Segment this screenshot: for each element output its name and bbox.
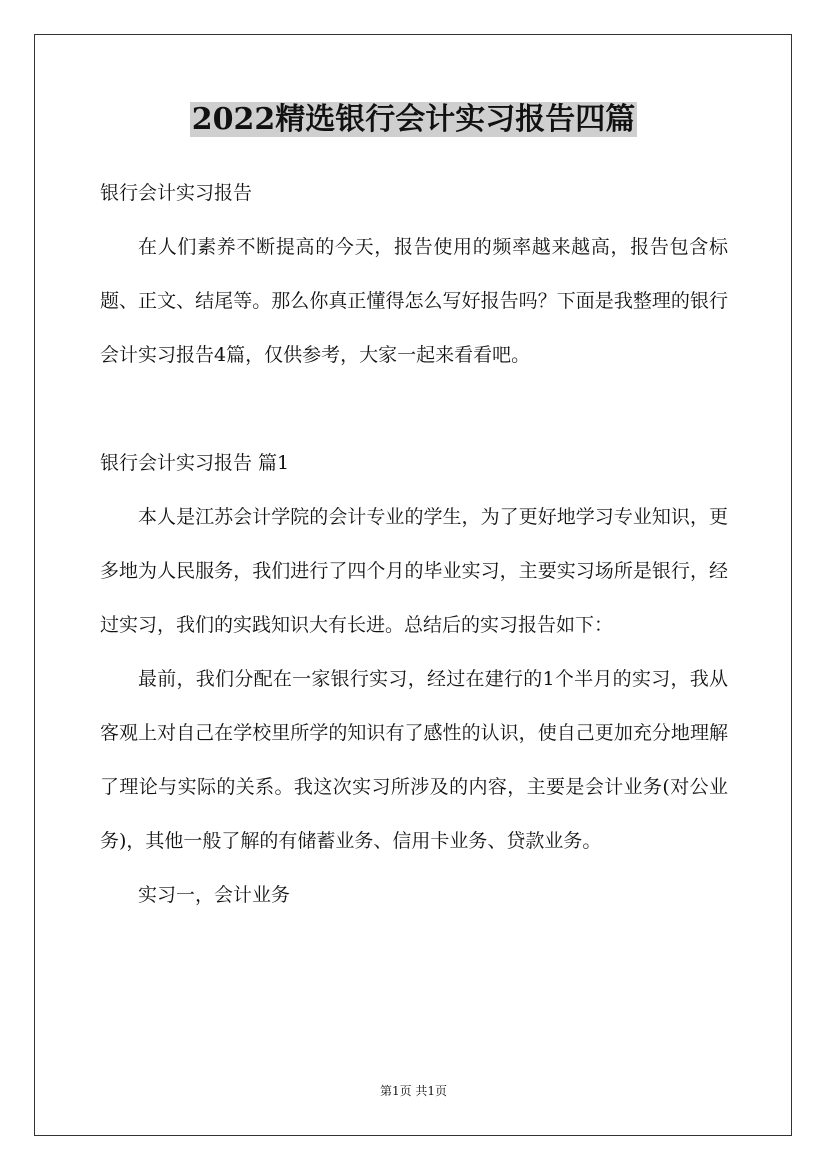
intro-heading: 银行会计实习报告 [100,182,253,204]
page-footer: 第1页 共1页 [379,1084,448,1098]
section1-paragraph-1: 本人是江苏会计学院的会计专业的学生，为了更好地学习专业知识，更多地为人民服务，我们进行了四个月的毕业实习，主要实习场所是银行，经过实习，我们的实践知识大有长进。总结后的实习报告如下： [100,506,728,636]
document-title [0,98,827,142]
section1-subheading: 实习一，会计业务 [138,884,291,906]
section1-heading: 银行会计实习报告 篇1 [100,452,290,474]
document-body [100,166,728,922]
section1-paragraph-2: 最前，我们分配在一家银行实习，经过在建行的1个半月的实习，我从客观上对自己在学校里所学的知识有了感性的认识，使自己更加充分地理解了理论与实际的关系。我这次实习所涉及的内容，主要是会计业务(对公业务)，其他一般了解的有储蓄业务、信用卡业务、贷款业务。 [100,668,728,852]
document-title-text: 2022精选银行会计实习报告四篇 [191,102,636,137]
intro-paragraph: 在人们素养不断提高的今天，报告使用的频率越来越高，报告包含标题、正文、结尾等。那么你真正懂得怎么写好报告吗？下面是我整理的银行会计实习报告4篇，仅供参考，大家一起来看看吧。 [100,236,728,366]
paragraph-gap [100,382,728,436]
